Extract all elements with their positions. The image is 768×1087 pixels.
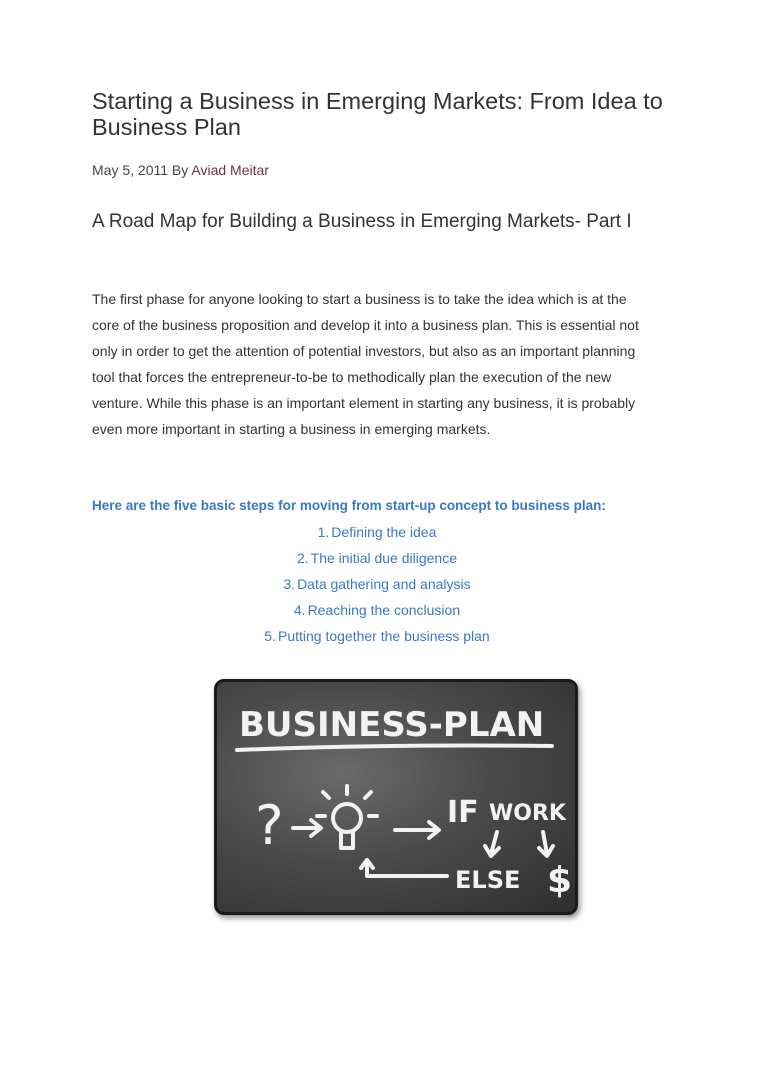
paragraph-line: even more important in starting a business in emerging markets.	[92, 421, 491, 437]
step-number: 5.	[264, 628, 276, 644]
business-plan-image	[214, 679, 584, 919]
list-item	[92, 547, 662, 573]
chalk-work: WORK	[489, 801, 566, 826]
arrow-right-icon	[395, 822, 439, 838]
paragraph-line: The first phase for anyone looking to start a business is to take the idea which is at the	[92, 291, 627, 307]
step-label: The initial due diligence	[310, 550, 457, 566]
by-label: By	[171, 162, 189, 178]
arrow-down-icon	[539, 832, 553, 856]
list-item	[92, 521, 662, 547]
paragraph-line: only in order to get the attention of potential investors, but also as an important planning	[92, 343, 636, 359]
step-number: 1.	[317, 524, 330, 540]
step-label: Data gathering and analysis	[297, 576, 471, 592]
step-number: 3.	[283, 576, 296, 592]
chalk-underline	[237, 746, 552, 751]
article-title: Starting a Business in Emerging Markets: From Idea to Business Plan	[92, 88, 663, 140]
arrow-loop-icon	[361, 860, 447, 876]
step-label: Putting together the business plan	[277, 628, 490, 644]
step-label: Reaching the conclusion	[307, 602, 461, 618]
chalkboard-drawing	[217, 682, 575, 912]
chalk-else: ELSE	[455, 866, 521, 894]
arrow-down-icon	[485, 832, 499, 856]
paragraph-line: core of the business proposition and develop it into a business plan. This is essential not	[92, 317, 639, 333]
paragraph-line: venture. While this phase is an important element in starting any business, it is probably	[92, 395, 636, 411]
lightbulb-base	[341, 832, 353, 848]
dollar-sign: $	[547, 860, 573, 901]
step-number: 4.	[293, 602, 306, 618]
author-link[interactable]: Aviad Meitar	[191, 162, 269, 178]
steps-intro: Here are the five basic steps for moving from start-up concept to business plan:	[92, 498, 606, 513]
chalk-if: IF	[447, 795, 479, 830]
post-date: May 5, 2011	[92, 162, 169, 178]
step-label: Defining the idea	[331, 524, 437, 540]
step-number: 2.	[296, 550, 309, 566]
byline	[92, 161, 269, 179]
article-subtitle: A Road Map for Building a Business in Emerging Markets- Part I	[92, 211, 632, 232]
chalk-heading: BUSINESS-PLAN	[239, 705, 545, 745]
list-item	[92, 599, 662, 625]
lightbulb-icon	[333, 804, 361, 832]
chalkboard	[214, 679, 578, 915]
question-mark: ?	[255, 794, 284, 857]
lightbulb-rays	[317, 786, 377, 816]
paragraph-line: tool that forces the entrepreneur-to-be to methodically plan the execution of the new	[92, 369, 612, 385]
intro-paragraph	[92, 286, 712, 442]
arrow-right-icon	[293, 820, 321, 836]
list-item	[92, 625, 662, 651]
steps-list	[92, 521, 662, 651]
list-item	[92, 573, 662, 599]
